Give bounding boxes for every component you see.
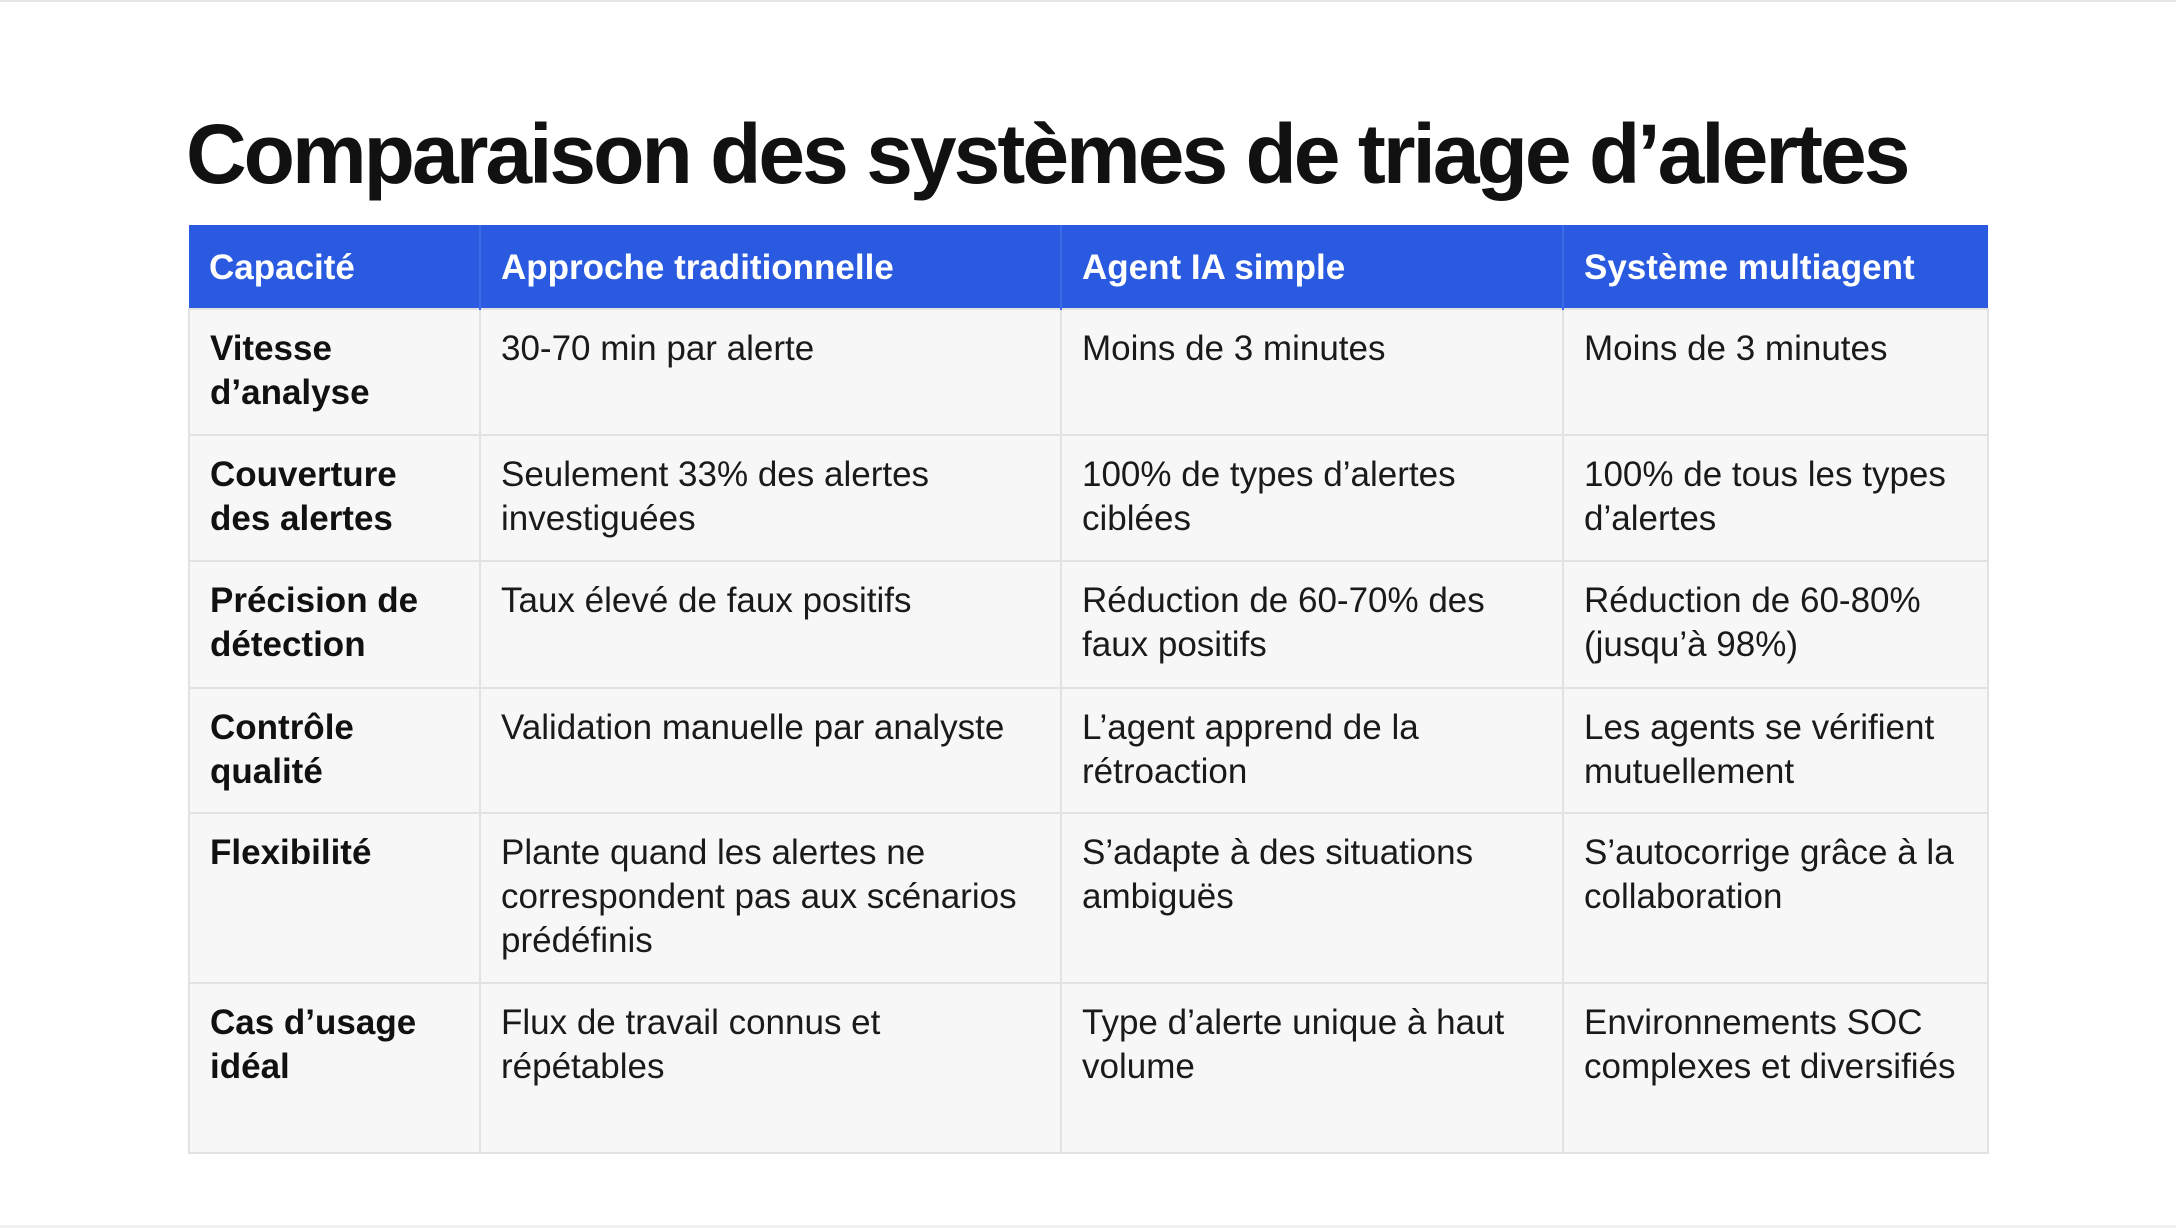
table-header-row [189, 225, 1988, 309]
table-row [189, 688, 1988, 813]
multiagent-cell: Les agents se vérifient mutuellement [1563, 688, 1988, 813]
table-row [189, 309, 1988, 435]
simple-agent-cell: Moins de 3 minutes [1061, 309, 1563, 435]
traditional-cell: Validation manuelle par analyste [480, 688, 1061, 813]
header-simple-agent: Agent IA simple [1061, 225, 1563, 309]
traditional-cell: 30-70 min par alerte [480, 309, 1061, 435]
capability-cell: Vitesse d’analyse [189, 309, 480, 435]
table-row [189, 983, 1988, 1153]
simple-agent-cell: Type d’alerte unique à haut volume [1061, 983, 1563, 1153]
multiagent-cell: Moins de 3 minutes [1563, 309, 1988, 435]
multiagent-cell: Réduction de 60-80% (jusqu’à 98%) [1563, 561, 1988, 688]
table-row [189, 813, 1988, 983]
table-row [189, 435, 1988, 561]
simple-agent-cell: L’agent apprend de la rétroaction [1061, 688, 1563, 813]
traditional-cell: Taux élevé de faux positifs [480, 561, 1061, 688]
capability-cell: Précision de détection [189, 561, 480, 688]
header-multiagent: Système multiagent [1563, 225, 1988, 309]
capability-cell: Cas d’usage idéal [189, 983, 480, 1153]
multiagent-cell: Environnements SOC complexes et diversifiés [1563, 983, 1988, 1153]
capability-cell: Couverture des alertes [189, 435, 480, 561]
traditional-cell: Plante quand les alertes ne correspondent pas aux scénarios prédéfinis [480, 813, 1061, 983]
multiagent-cell: S’autocorrige grâce à la collaboration [1563, 813, 1988, 983]
page-title: Comparaison des systèmes de triage d’alertes [186, 107, 1908, 201]
simple-agent-cell: Réduction de 60-70% des faux positifs [1061, 561, 1563, 688]
simple-agent-cell: S’adapte à des situations ambiguës [1061, 813, 1563, 983]
comparison-table [188, 225, 1989, 1154]
traditional-cell: Seulement 33% des alertes investiguées [480, 435, 1061, 561]
capability-cell: Contrôle qualité [189, 688, 480, 813]
traditional-cell: Flux de travail connus et répétables [480, 983, 1061, 1153]
header-capability: Capacité [189, 225, 480, 309]
table-row [189, 561, 1988, 688]
simple-agent-cell: 100% de types d’alertes ciblées [1061, 435, 1563, 561]
multiagent-cell: 100% de tous les types d’alertes [1563, 435, 1988, 561]
top-divider [0, 0, 2176, 2]
header-traditional: Approche traditionnelle [480, 225, 1061, 309]
capability-cell: Flexibilité [189, 813, 480, 983]
